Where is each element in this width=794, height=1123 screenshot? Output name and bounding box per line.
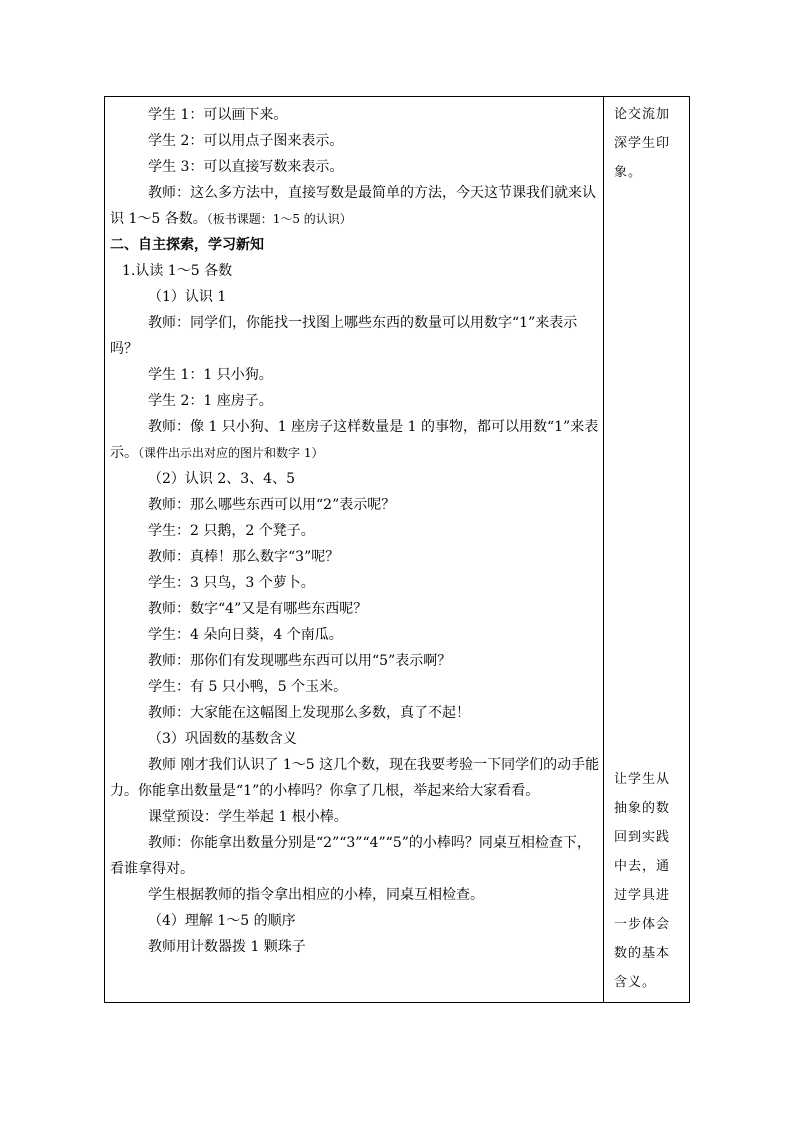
text-span: 教师：这么多方法中，直接写数是最简单的方法，今天这节课我们就来认识 1～5 各数。 bbox=[110, 185, 596, 227]
subheading: （3）巩固数的基数含义 bbox=[148, 731, 297, 747]
paragraph: 教师：你能拿出数量分别是“2”“3”“4”“5”的小棒吗？同桌互相检查下，看谁拿得对。 bbox=[110, 835, 591, 877]
note-span: （课件出示出对应的图片和数字 1） bbox=[138, 446, 324, 460]
subheading: 1.认读 1～5 各数 bbox=[122, 263, 233, 279]
text-line: 学生：有 5 只小鸭，5 个玉米。 bbox=[148, 679, 348, 695]
text-line: 学生 3：可以直接写数来表示。 bbox=[148, 159, 344, 175]
side-note: 论交流加深学生印象。 bbox=[614, 107, 671, 180]
text-line: 教师用计数器拨 1 颗珠子 bbox=[148, 939, 306, 955]
note-span: （板书课题：1～5 的认识） bbox=[206, 212, 352, 226]
subheading: （1）认识 1 bbox=[148, 289, 227, 305]
text-line: 教师：那么哪些东西可以用“2”表示呢？ bbox=[148, 497, 396, 513]
text-line: 教师：真棒！那么数字“3”呢？ bbox=[148, 549, 340, 565]
paragraph bbox=[110, 180, 600, 232]
text-line: 课堂预设：学生举起 1 根小棒。 bbox=[148, 809, 348, 825]
text-span: 教师：像 1 只小狗、1 座房子这样数量是 1 的事物，都可以用数“1”来表示。 bbox=[110, 419, 599, 461]
subheading: （2）认识 2、3、4、5 bbox=[148, 471, 295, 487]
text-line: 学生根据教师的指令拿出相应的小棒，同桌互相检查。 bbox=[148, 887, 484, 903]
paragraph bbox=[110, 414, 600, 466]
section-heading: 二、自主探索，学习新知 bbox=[110, 237, 264, 253]
text-line: 教师：大家能在这幅图上发现那么多数，真了不起！ bbox=[148, 705, 470, 721]
main-column bbox=[110, 102, 600, 960]
text-line: 教师：那你们有发现哪些东西可以用“5”表示啊？ bbox=[148, 653, 452, 669]
paragraph: 教师：同学们，你能找一找图上哪些东西的数量可以用数字“1”来表示吗？ bbox=[110, 315, 578, 357]
text-line: 教师：数字“4”又是有哪些东西呢？ bbox=[148, 601, 368, 617]
text-line: 学生 2：1 座房子。 bbox=[148, 393, 273, 409]
column-divider bbox=[603, 96, 604, 1003]
text-line: 学生：3 只鸟，3 个萝卜。 bbox=[148, 575, 315, 591]
subheading: （4）理解 1～5 的顺序 bbox=[148, 913, 296, 929]
text-line: 学生 1：可以画下来。 bbox=[148, 107, 288, 123]
text-line: 学生：4 朵向日葵，4 个南瓜。 bbox=[148, 627, 343, 643]
text-line: 学生 2：可以用点子图来表示。 bbox=[148, 133, 344, 149]
paragraph: 教师 刚才我们认识了 1～5 这几个数，现在我要考验一下同学们的动手能力。你能拿出数量是“1”的小棒吗？你拿了几根，举起来给大家看看。 bbox=[110, 757, 600, 799]
side-note: 让学生从抽象的数回到实践中去，通过学具进一步体会数的基本含义。 bbox=[614, 772, 671, 990]
text-line: 学生 1：1 只小狗。 bbox=[148, 367, 273, 383]
text-line: 学生：2 只鹅，2 个凳子。 bbox=[148, 523, 315, 539]
